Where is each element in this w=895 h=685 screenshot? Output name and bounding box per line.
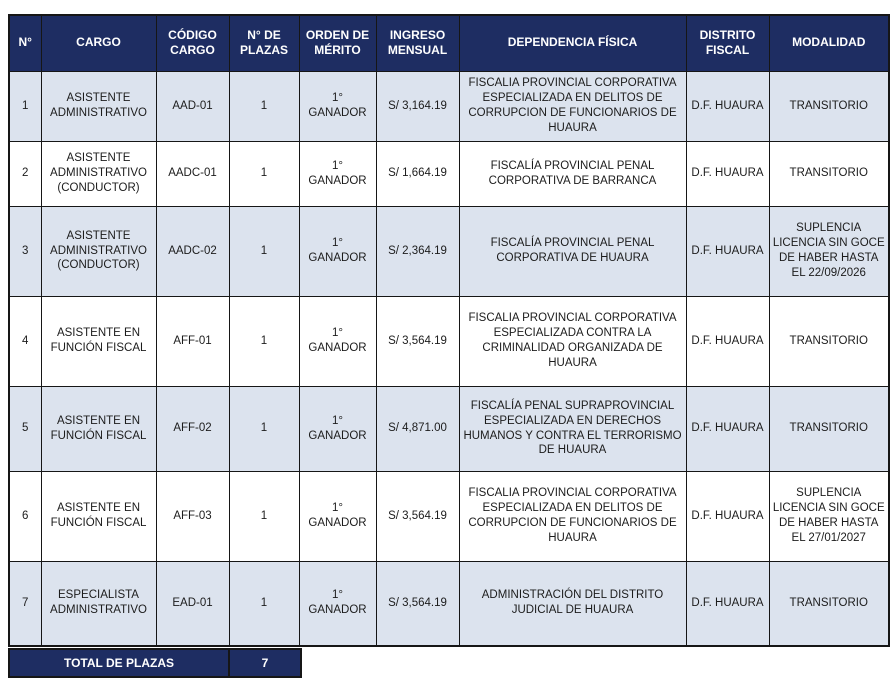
table-cell-modalidad: SUPLENCIA LICENCIA SIN GOCE DE HABER HASTA EL 22/09/2026 xyxy=(769,206,889,296)
table-cell-distrito-fiscal: D.F. HUAURA xyxy=(686,561,769,646)
table-row xyxy=(9,471,889,561)
table-cell-dependencia-fisica: FISCALÍA PROVINCIAL PENAL CORPORATIVA DE HUAURA xyxy=(459,206,686,296)
table-cell-orden-de-merito: 1° GANADOR xyxy=(299,386,376,471)
table-cell-cargo: ASISTENTE EN FUNCIÓN FISCAL xyxy=(41,386,156,471)
table-cell-n: 4 xyxy=(9,296,41,386)
table-row xyxy=(9,141,889,206)
table-cell-modalidad: TRANSITORIO xyxy=(769,561,889,646)
vacancy-table xyxy=(8,14,890,647)
table-row xyxy=(9,296,889,386)
column-header-n-de-plazas: N° DE PLAZAS xyxy=(229,15,299,71)
table-cell-cargo: ASISTENTE EN FUNCIÓN FISCAL xyxy=(41,471,156,561)
table-cell-n-de-plazas: 1 xyxy=(229,141,299,206)
table-cell-dependencia-fisica: FISCALIA PROVINCIAL CORPORATIVA ESPECIALIZADA EN DELITOS DE CORRUPCION DE FUNCIONARIOS DE HUAURA xyxy=(459,71,686,141)
table-cell-codigo-cargo: AFF-03 xyxy=(156,471,229,561)
table-cell-n-de-plazas: 1 xyxy=(229,71,299,141)
column-header-n: N° xyxy=(9,15,41,71)
table-cell-distrito-fiscal: D.F. HUAURA xyxy=(686,206,769,296)
table-row xyxy=(9,561,889,646)
table-cell-dependencia-fisica: FISCALIA PROVINCIAL CORPORATIVA ESPECIALIZADA CONTRA LA CRIMINALIDAD ORGANIZADA DE HUAURA xyxy=(459,296,686,386)
table-cell-ingreso-mensual: S/ 3,164.19 xyxy=(376,71,459,141)
total-label: TOTAL DE PLAZAS xyxy=(10,650,230,676)
table-cell-dependencia-fisica: FISCALÍA PENAL SUPRAPROVINCIAL ESPECIALIZADA EN DERECHOS HUMANOS Y CONTRA EL TERRORISMO DE HUAURA xyxy=(459,386,686,471)
column-header-orden-de-merito: ORDEN DE MÉRITO xyxy=(299,15,376,71)
table-cell-cargo: ASISTENTE ADMINISTRATIVO (CONDUCTOR) xyxy=(41,206,156,296)
table-cell-n-de-plazas: 1 xyxy=(229,386,299,471)
header-row xyxy=(9,15,889,71)
table-cell-n-de-plazas: 1 xyxy=(229,206,299,296)
table-cell-dependencia-fisica: ADMINISTRACIÓN DEL DISTRITO JUDICIAL DE HUAURA xyxy=(459,561,686,646)
table-cell-codigo-cargo: AFF-02 xyxy=(156,386,229,471)
table-cell-dependencia-fisica: FISCALÍA PROVINCIAL PENAL CORPORATIVA DE BARRANCA xyxy=(459,141,686,206)
total-row xyxy=(8,648,302,678)
table-cell-ingreso-mensual: S/ 3,564.19 xyxy=(376,471,459,561)
table-cell-distrito-fiscal: D.F. HUAURA xyxy=(686,296,769,386)
table-row xyxy=(9,206,889,296)
table-cell-cargo: ESPECIALISTA ADMINISTRATIVO xyxy=(41,561,156,646)
table-cell-ingreso-mensual: S/ 1,664.19 xyxy=(376,141,459,206)
table-cell-dependencia-fisica: FISCALIA PROVINCIAL CORPORATIVA ESPECIALIZADA EN DELITOS DE CORRUPCION DE FUNCIONARIOS DE HUAURA xyxy=(459,471,686,561)
table-cell-modalidad: TRANSITORIO xyxy=(769,71,889,141)
table-header xyxy=(9,15,889,71)
table-cell-n: 2 xyxy=(9,141,41,206)
table-cell-ingreso-mensual: S/ 4,871.00 xyxy=(376,386,459,471)
table-cell-codigo-cargo: AADC-02 xyxy=(156,206,229,296)
column-header-dependencia-fisica: DEPENDENCIA FÍSICA xyxy=(459,15,686,71)
column-header-codigo-cargo: CÓDIGO CARGO xyxy=(156,15,229,71)
vacancy-table-container xyxy=(8,14,888,678)
table-cell-n: 1 xyxy=(9,71,41,141)
table-cell-codigo-cargo: EAD-01 xyxy=(156,561,229,646)
total-value: 7 xyxy=(230,650,300,676)
table-cell-n-de-plazas: 1 xyxy=(229,296,299,386)
table-cell-ingreso-mensual: S/ 3,564.19 xyxy=(376,561,459,646)
column-header-ingreso-mensual: INGRESO MENSUAL xyxy=(376,15,459,71)
table-cell-n-de-plazas: 1 xyxy=(229,561,299,646)
table-row xyxy=(9,386,889,471)
table-row xyxy=(9,71,889,141)
table-cell-n: 7 xyxy=(9,561,41,646)
table-cell-orden-de-merito: 1° GANADOR xyxy=(299,296,376,386)
table-cell-distrito-fiscal: D.F. HUAURA xyxy=(686,386,769,471)
table-cell-modalidad: TRANSITORIO xyxy=(769,386,889,471)
table-cell-orden-de-merito: 1° GANADOR xyxy=(299,561,376,646)
table-cell-n: 6 xyxy=(9,471,41,561)
table-cell-modalidad: SUPLENCIA LICENCIA SIN GOCE DE HABER HASTA EL 27/01/2027 xyxy=(769,471,889,561)
column-header-cargo: CARGO xyxy=(41,15,156,71)
table-cell-cargo: ASISTENTE ADMINISTRATIVO xyxy=(41,71,156,141)
table-cell-codigo-cargo: AADC-01 xyxy=(156,141,229,206)
table-cell-orden-de-merito: 1° GANADOR xyxy=(299,71,376,141)
table-cell-modalidad: TRANSITORIO xyxy=(769,296,889,386)
table-cell-n-de-plazas: 1 xyxy=(229,471,299,561)
table-body xyxy=(9,71,889,646)
table-cell-distrito-fiscal: D.F. HUAURA xyxy=(686,471,769,561)
table-cell-n: 5 xyxy=(9,386,41,471)
column-header-distrito-fiscal: DISTRITO FISCAL xyxy=(686,15,769,71)
table-cell-n: 3 xyxy=(9,206,41,296)
table-cell-orden-de-merito: 1° GANADOR xyxy=(299,141,376,206)
table-cell-orden-de-merito: 1° GANADOR xyxy=(299,206,376,296)
table-cell-cargo: ASISTENTE EN FUNCIÓN FISCAL xyxy=(41,296,156,386)
table-cell-ingreso-mensual: S/ 2,364.19 xyxy=(376,206,459,296)
table-cell-orden-de-merito: 1° GANADOR xyxy=(299,471,376,561)
table-cell-distrito-fiscal: D.F. HUAURA xyxy=(686,141,769,206)
table-cell-codigo-cargo: AAD-01 xyxy=(156,71,229,141)
column-header-modalidad: MODALIDAD xyxy=(769,15,889,71)
table-cell-ingreso-mensual: S/ 3,564.19 xyxy=(376,296,459,386)
table-cell-cargo: ASISTENTE ADMINISTRATIVO (CONDUCTOR) xyxy=(41,141,156,206)
table-cell-modalidad: TRANSITORIO xyxy=(769,141,889,206)
table-cell-codigo-cargo: AFF-01 xyxy=(156,296,229,386)
table-cell-distrito-fiscal: D.F. HUAURA xyxy=(686,71,769,141)
